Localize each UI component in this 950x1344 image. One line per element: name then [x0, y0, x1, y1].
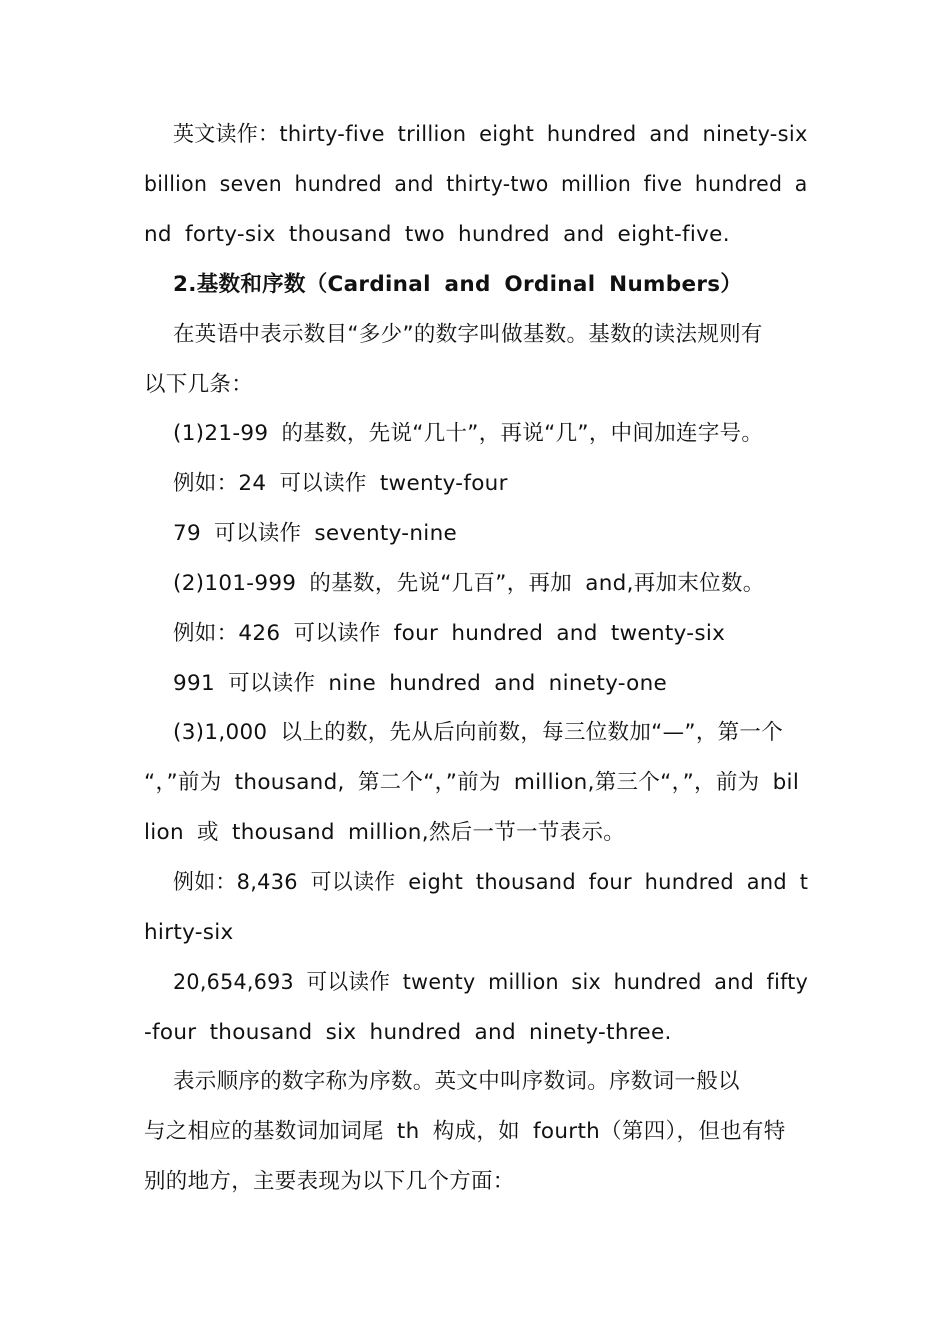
example-line-1: 例如：24 可以读作 twenty-four: [173, 471, 508, 496]
rule-2: (2)101-999 的基数，先说“几百”，再加 and,再加末位数。: [173, 571, 765, 596]
example-line-5: 例如：8,436 可以读作 eight thousand four hundred and t: [173, 870, 809, 895]
example-line-6: 20,654,693 可以读作 twenty million six hundred and fifty: [173, 970, 809, 995]
rule-1: (1)21-99 的基数，先说“几十”，再说“几”，中间加连字号。: [173, 421, 764, 446]
text-line-22: 别的地方，主要表现为以下几个方面：: [144, 1169, 515, 1194]
text-line-3: nd forty-six thousand two hundred and eight-five.: [144, 222, 730, 247]
text-line-1: 英文读作：thirty-five trillion eight hundred and ninety-six: [173, 122, 808, 147]
text-line-6: 以下几条：: [144, 372, 254, 397]
text-line-15: lion 或 thousand million,然后一节一节表示。: [144, 820, 626, 845]
text-line-21: 与之相应的基数词加词尾 th 构成，如 fourth（第四），但也有特: [144, 1119, 786, 1144]
section-heading: 2.基数和序数（Cardinal and Ordinal Numbers）: [173, 272, 743, 297]
text-line-20: 表示顺序的数字称为序数。英文中叫序数词。序数词一般以: [173, 1069, 740, 1094]
text-line-19: -four thousand six hundred and ninety-three.: [144, 1020, 672, 1045]
example-line-3: 例如：426 可以读作 four hundred and twenty-six: [173, 621, 726, 646]
text-line-5: 在英语中表示数目“多少”的数字叫做基数。基数的读法规则有: [173, 322, 763, 347]
rule-3: (3)1,000 以上的数，先从后向前数，每三位数加“—”，第一个: [173, 720, 784, 745]
text-line-14: “，”前为 thousand, 第二个“，”前为 million,第三个“，”，前为 bil: [144, 770, 800, 795]
example-line-4: 991 可以读作 nine hundred and ninety-one: [173, 671, 668, 696]
text-line-17: hirty-six: [144, 920, 234, 945]
example-line-2: 79 可以读作 seventy-nine: [173, 521, 458, 546]
text-line-2: billion seven hundred and thirty-two million five hundred a: [144, 172, 808, 197]
